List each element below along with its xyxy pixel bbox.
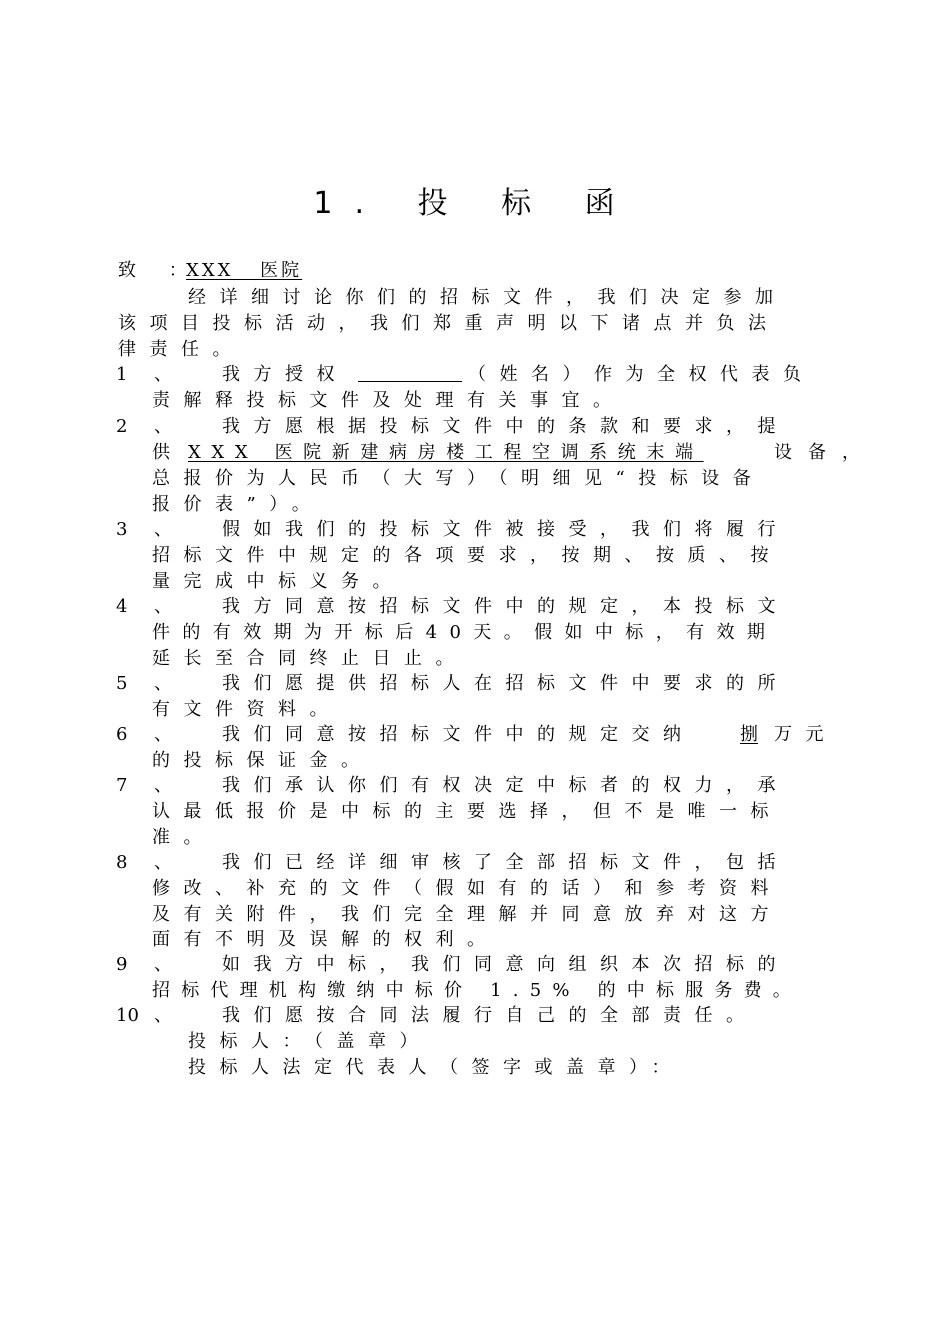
item-text: 设备， [774, 442, 876, 463]
item-text: 我方授权 [222, 364, 348, 385]
item-text: 的投标保证金。 [152, 750, 373, 771]
item-number: 10 [116, 1005, 139, 1026]
item-number: 5 [116, 673, 128, 694]
item-text: 招标代理机构缴纳中标价 1.5% 的中标服务费。 [152, 980, 802, 1001]
item-text: 假如我们的投标文件被接受，我们将履行 [222, 519, 789, 540]
item-separator: 、 [154, 519, 172, 540]
intro-line-3: 律责任。 [118, 339, 244, 360]
item-text: 责解释投标文件及处理有关事宜。 [152, 390, 625, 411]
item-text: 准。 [152, 827, 215, 848]
item-number: 2 [116, 416, 128, 437]
to-recipient: XXX 医院 [186, 260, 303, 281]
representative-line: 投标人法定代表人（签字或盖章）： [188, 1057, 683, 1078]
item-number: 8 [116, 852, 128, 873]
item-text: 我们同意按招标文件中的规定交纳 [222, 724, 695, 745]
item-text: 我方同意按招标文件中的规定，本投标文 [222, 596, 789, 617]
project-name: XXX 医院新建病房楼工程空调系统末端 [188, 442, 704, 463]
name-blank [358, 362, 468, 388]
item-separator: 、 [154, 1005, 172, 1026]
item-text: 我们已经详细审核了全部招标文件，包括 [222, 852, 789, 873]
item-text: 万元 [774, 724, 837, 745]
item-text: 延长至合同终止日止。 [152, 648, 467, 669]
item-text: 供 [152, 442, 170, 463]
item-number: 3 [116, 519, 128, 540]
item-text: 认最低报价是中标的主要选择，但不是唯一标 [152, 801, 782, 822]
item-text: 我们承认你们有权决定中标者的权力，承 [222, 775, 789, 796]
item-number: 6 [116, 724, 128, 745]
item-text: （姓名）作为全权代表负 [468, 364, 815, 385]
item-text: 招标文件中规定的各项要求，按期、按质、按 [152, 545, 782, 566]
item-separator: 、 [154, 416, 172, 437]
item-text: 面有不明及误解的权利。 [152, 929, 499, 950]
item-number: 7 [116, 775, 128, 796]
intro-line-2: 该项目投标活动，我们郑重声明以下诸点并负法 [118, 313, 780, 334]
item-text: 量完成中标义务。 [152, 571, 404, 592]
item-separator: 、 [154, 775, 172, 796]
item-separator: 、 [154, 954, 172, 975]
item-text: 修改、补充的文件（假如有的话）和参考资料 [152, 878, 782, 899]
item-separator: 、 [154, 724, 172, 745]
bidder-line: 投标人：（盖章） [188, 1031, 431, 1052]
deposit-amount: 捌 [740, 724, 758, 745]
item-text: 报价表”）。 [152, 494, 324, 515]
item-number: 4 [116, 596, 128, 617]
item-separator: 、 [154, 596, 172, 617]
item-text: 总报价为人民币（大写）（明细见“投标设备 [152, 468, 765, 489]
item-text: 我们愿按合同法履行自己的全部责任。 [222, 1005, 758, 1026]
intro-line-1: 经详细讨论你们的招标文件，我们决定参加 [188, 287, 787, 308]
to-label: 致 ： [118, 260, 201, 281]
item-number: 9 [116, 954, 128, 975]
item-text: 件的有效期为开标后40天。假如中标，有效期 [152, 622, 778, 643]
item-text: 及有关附件，我们完全理解并同意放弃对这方 [152, 904, 782, 925]
item-separator: 、 [154, 673, 172, 694]
item-separator: 、 [154, 364, 172, 385]
item-text: 有文件资料。 [152, 699, 341, 720]
item-text: 如我方中标，我们同意向组织本次招标的 [222, 954, 789, 975]
item-separator: 、 [154, 852, 172, 873]
item-text: 我们愿提供招标人在招标文件中要求的所 [222, 673, 789, 694]
item-text: 我方愿根据投标文件中的条款和要求，提 [222, 416, 789, 437]
page-title: 1. 投 标 函 [313, 186, 637, 221]
item-number: 1 [116, 364, 128, 385]
